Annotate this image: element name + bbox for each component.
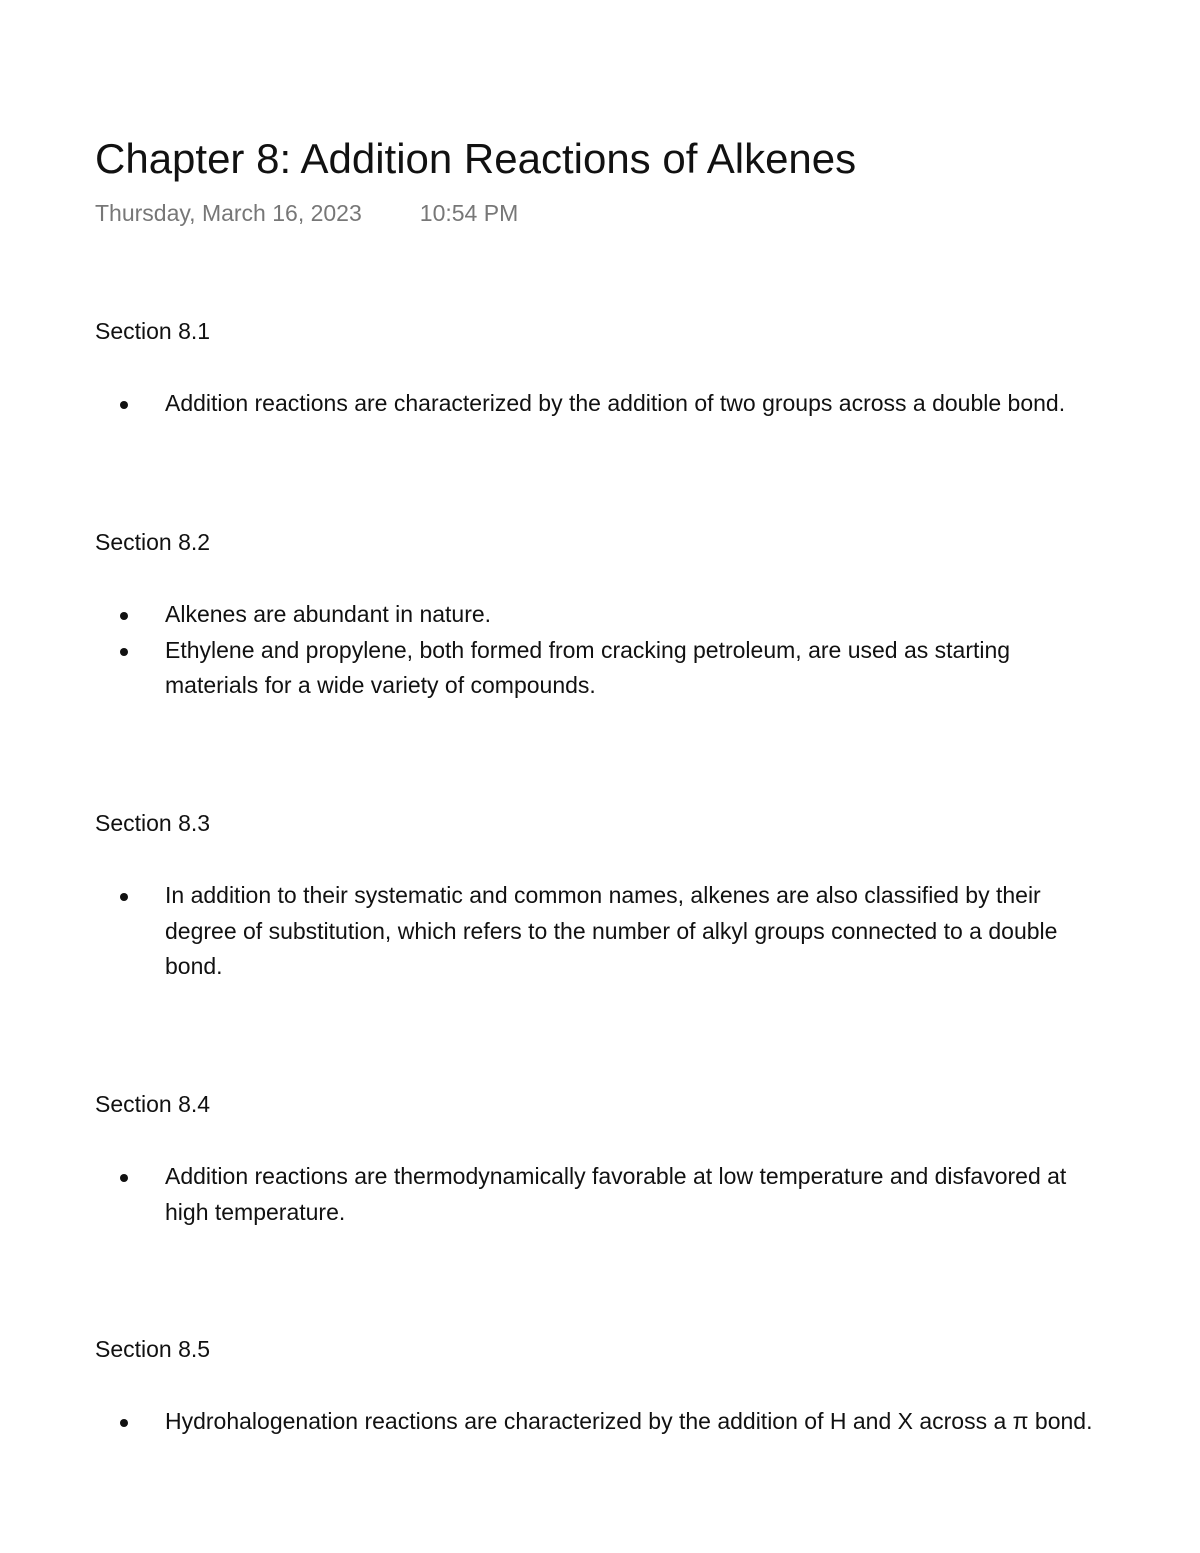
section-heading: Section 8.4 xyxy=(95,1091,211,1117)
bullet-list xyxy=(95,878,1200,985)
list-item-text: high temperature. xyxy=(165,1198,346,1225)
section-heading: Section 8.5 xyxy=(95,1336,211,1362)
section-5 xyxy=(95,1334,1200,1440)
section-3 xyxy=(95,808,1200,985)
list-item xyxy=(95,878,1200,985)
list-item-text: materials for a wide variety of compounds. xyxy=(165,672,596,698)
bullet-icon xyxy=(120,893,128,901)
list-item-text: In addition to their systematic and common names, alkenes are also classified by their xyxy=(165,882,1041,908)
bullet-icon xyxy=(120,1174,128,1182)
bullet-list xyxy=(95,386,1200,422)
bullet-icon xyxy=(120,612,128,620)
page-time: 10:54 PM xyxy=(419,200,519,226)
page-meta xyxy=(95,198,518,228)
section-heading: Section 8.1 xyxy=(95,318,211,344)
list-item xyxy=(95,386,1200,422)
list-item xyxy=(95,597,1200,633)
list-item xyxy=(95,633,1200,704)
section-heading: Section 8.2 xyxy=(95,529,211,555)
list-item xyxy=(95,1159,1200,1230)
list-item-text: Hydrohalogenation reactions are characterized by the addition of H and X across a π bond. xyxy=(165,1408,1093,1434)
bullet-list xyxy=(95,1404,1200,1440)
list-item xyxy=(95,1404,1200,1440)
bullet-list xyxy=(95,597,1200,704)
bullet-icon xyxy=(120,1419,128,1427)
section-4 xyxy=(95,1089,1200,1230)
bullet-icon xyxy=(120,648,128,656)
section-heading: Section 8.3 xyxy=(95,810,211,836)
bullet-icon xyxy=(120,401,128,409)
page-date: Thursday, March 16, 2023 xyxy=(95,200,362,226)
section-2 xyxy=(95,527,1200,704)
list-item-text: Addition reactions are characterized by the addition of two groups across a double bond. xyxy=(165,390,1066,416)
bullet-list xyxy=(95,1159,1200,1230)
page-title: Chapter 8: Addition Reactions of Alkenes xyxy=(95,135,857,182)
list-item-text: Alkenes are abundant in nature. xyxy=(165,601,492,627)
list-item-text: degree of substitution, which refers to the number of alkyl groups connected to a double xyxy=(165,917,1058,944)
list-item-text: Addition reactions are thermodynamically favorable at low temperature and disfavored at xyxy=(165,1163,1067,1189)
list-item-text: bond. xyxy=(165,953,223,979)
section-1 xyxy=(95,316,1200,422)
list-item-text: Ethylene and propylene, both formed from cracking petroleum, are used as starting xyxy=(165,636,1011,663)
